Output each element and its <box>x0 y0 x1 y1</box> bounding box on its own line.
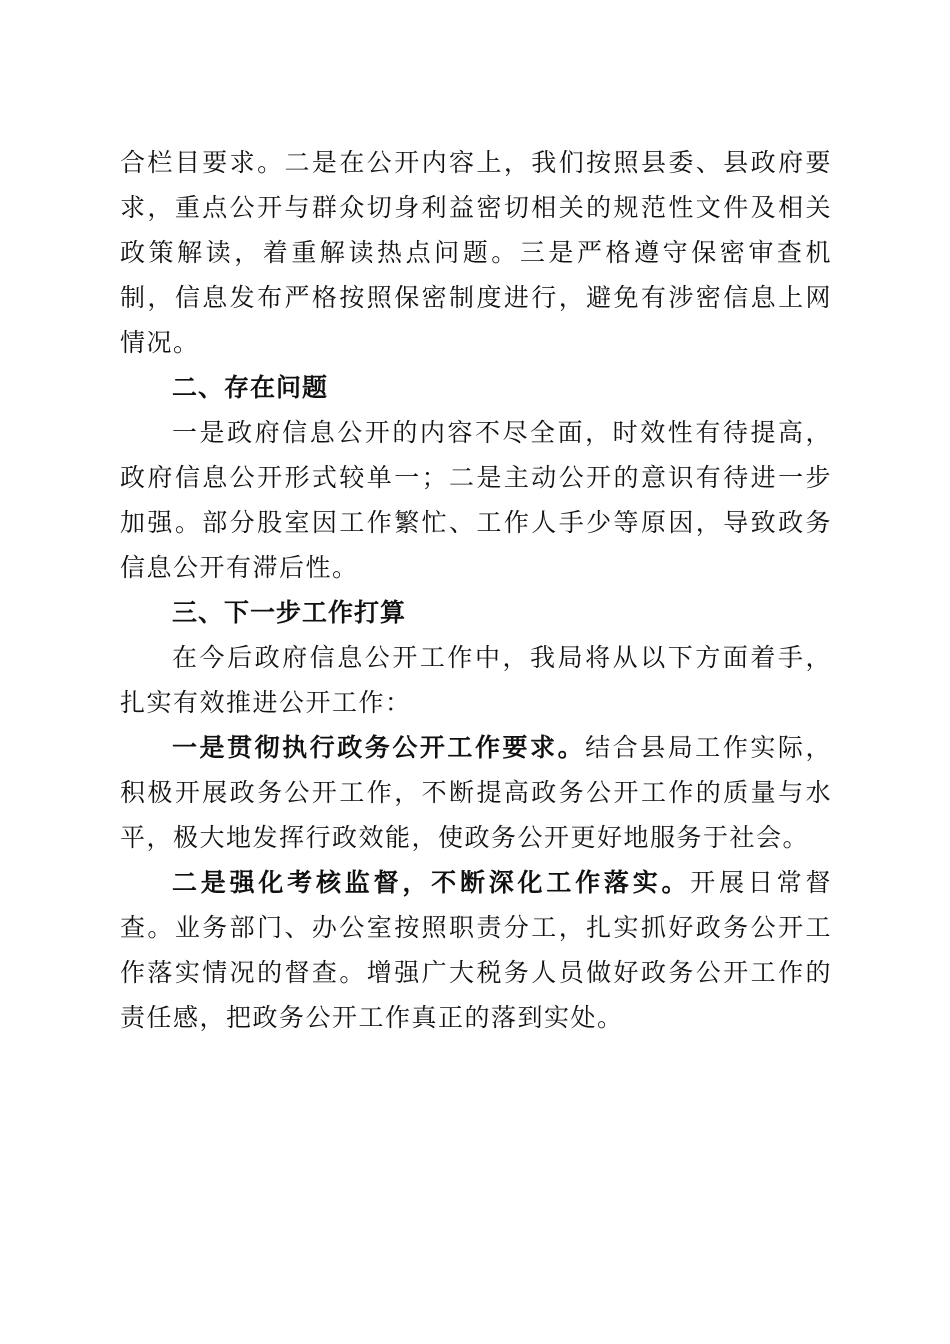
document-body <box>120 140 832 1040</box>
section-heading-problems: 二、存在问题 <box>172 373 329 402</box>
step-two-lead: 二是强化考核监督，不断深化工作落实。 <box>172 868 691 897</box>
paragraph-problems: 一是政府信息公开的内容不尽全面，时效性有待提高，政府信息公开形式较单一；二是主动公开的意识有待进一步加强。部分股室因工作繁忙、工作人手少等原因，导致政务信息公开有滞后性。 <box>120 418 832 582</box>
section-heading-next-steps: 三、下一步工作打算 <box>172 598 407 627</box>
step-two-body: 开展日常督查。业务部门、办公室按照职责分工，扎实抓好政务公开工作落实情况的督查。增强广大税务人员做好政务公开工作的责任感，把政务公开工作真正的落到实处。 <box>120 868 832 1032</box>
step-one-lead: 一是贯彻执行政务公开工作要求。 <box>172 733 586 762</box>
paragraph-next-steps-intro: 在今后政府信息公开工作中，我局将从以下方面着手，扎实有效推进公开工作： <box>120 643 832 717</box>
paragraph-continued: 合栏目要求。二是在公开内容上，我们按照县委、县政府要求，重点公开与群众切身利益密切相关的规范性文件及相关政策解读，着重解读热点问题。三是严格遵守保密审查机制，信息发布严格按照保密制度进行，避免有涉密信息上网情况。 <box>120 148 832 357</box>
paragraph-step-one <box>120 725 832 860</box>
paragraph-step-two <box>120 860 832 1040</box>
step-one-body: 结合县局工作实际，积极开展政务公开工作，不断提高政务公开工作的质量与水平，极大地发挥行政效能，使政务公开更好地服务于社会。 <box>120 733 832 852</box>
